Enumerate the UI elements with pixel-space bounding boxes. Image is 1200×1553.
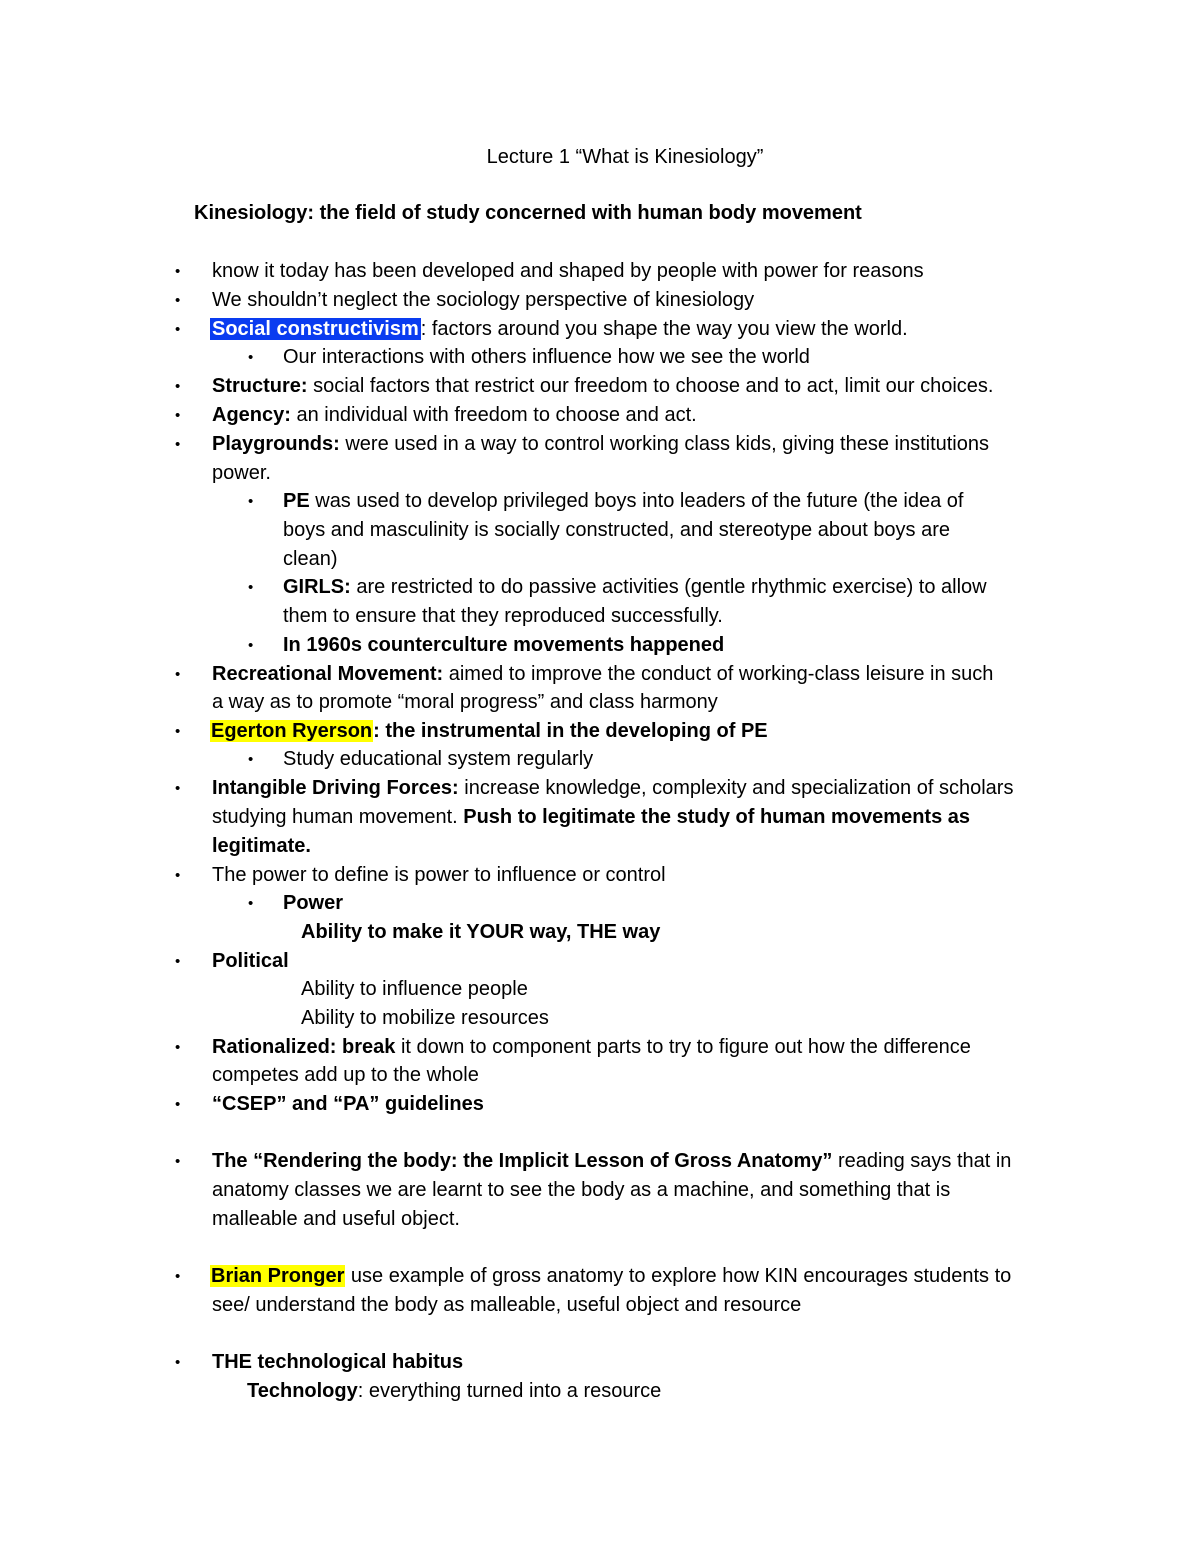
item-text: increase knowledge, complexity and specialization of scholars — [458, 777, 1014, 799]
emphasis-text: Push to legitimate the study of human movements as — [463, 806, 971, 828]
item-continuation: legitimate. — [212, 835, 311, 857]
list-item — [212, 430, 989, 459]
list-item — [212, 660, 993, 689]
item-continuation: boys and masculinity is socially constructed, and stereotype about boys are — [283, 519, 951, 541]
item-continuation: a way as to promote “moral progress” and class harmony — [212, 691, 718, 713]
term: Recreational Movement: — [212, 663, 444, 685]
list-item — [210, 315, 908, 344]
list-item — [212, 1147, 1011, 1176]
highlighted-term: Brian Pronger — [211, 1265, 345, 1287]
item-continuation: malleable and useful object. — [212, 1208, 460, 1230]
page-title: Lecture 1 “What is Kinesiology” — [486, 146, 764, 168]
item-continuation: clean) — [283, 548, 338, 570]
item-text: it down to component parts to try to figure out how the difference — [395, 1036, 971, 1058]
list-item: Study educational system regularly — [283, 748, 594, 770]
bullet-icon: • — [175, 292, 181, 309]
term: PE — [283, 490, 310, 512]
item-continuation — [212, 803, 970, 832]
highlighted-term: Social constructivism — [212, 318, 419, 340]
bullet-icon: • — [248, 895, 254, 912]
bullet-icon: • — [175, 666, 181, 683]
list-item — [212, 774, 1013, 803]
bullet-icon: • — [175, 1096, 181, 1113]
list-item — [212, 401, 697, 430]
bullet-icon: • — [175, 378, 181, 395]
sub-line: Ability to influence people — [301, 978, 528, 1000]
term: Agency: — [212, 404, 291, 426]
item-continuation: power. — [212, 462, 271, 484]
item-text: : factors around you shape the way you view the world. — [420, 318, 908, 340]
list-item: “CSEP” and “PA” guidelines — [212, 1093, 484, 1115]
bullet-icon: • — [175, 1039, 181, 1056]
item-continuation: see/ understand the body as malleable, useful object and resource — [212, 1294, 802, 1316]
term: Rationalized: break — [212, 1036, 396, 1058]
highlighted-term: Egerton Ryerson — [211, 720, 373, 742]
term: Structure: — [212, 375, 308, 397]
item-text: are restricted to do passive activities (gentle rhythmic exercise) to allow — [350, 576, 987, 598]
bullet-icon: • — [175, 723, 181, 740]
bullet-icon: • — [175, 407, 181, 424]
item-text: use example of gross anatomy to explore how KIN encourages students to — [345, 1265, 1012, 1287]
item-text: were used in a way to control working class kids, giving these institutions — [339, 433, 989, 455]
bullet-icon: • — [175, 436, 181, 453]
sub-line: Ability to make it YOUR way, THE way — [301, 921, 661, 943]
bullet-icon: • — [248, 493, 254, 510]
item-text: reading says that in — [832, 1150, 1012, 1172]
item-continuation: anatomy classes we are learnt to see the body as a machine, and something that is — [212, 1179, 951, 1201]
list-item — [283, 573, 987, 602]
item-text: aimed to improve the conduct of working-class leisure in such — [443, 663, 994, 685]
bullet-icon: • — [175, 780, 181, 797]
item-continuation: them to ensure that they reproduced successfully. — [283, 605, 723, 627]
bullet-icon: • — [175, 953, 181, 970]
list-item: In 1960s counterculture movements happened — [283, 634, 725, 656]
list-item — [210, 1262, 1011, 1291]
list-item: know it today has been developed and shaped by people with power for reasons — [212, 260, 924, 282]
list-item: Our interactions with others influence how we see the world — [283, 346, 810, 368]
bullet-icon: • — [175, 867, 181, 884]
item-text: studying human movement. — [212, 806, 464, 828]
list-item: Political — [212, 950, 289, 972]
item-text: : everything turned into a resource — [357, 1380, 662, 1402]
sub-line: Ability to mobilize resources — [301, 1007, 549, 1029]
sub-line — [247, 1377, 661, 1406]
item-continuation: competes add up to the whole — [212, 1064, 479, 1086]
list-item — [212, 372, 993, 401]
definition-heading: Kinesiology: the field of study concerned with human body movement — [194, 202, 862, 224]
term: GIRLS: — [283, 576, 351, 598]
list-item: Power — [283, 892, 344, 914]
bullet-icon: • — [175, 263, 181, 280]
bullet-icon: • — [175, 321, 181, 338]
item-text: an individual with freedom to choose and act. — [290, 404, 697, 426]
bullet-icon: • — [175, 1268, 181, 1285]
list-item — [212, 1033, 971, 1062]
list-item: The power to define is power to influence or control — [212, 864, 666, 886]
list-item — [283, 487, 963, 516]
list-item: We shouldn’t neglect the sociology perspective of kinesiology — [212, 289, 755, 311]
term: Playgrounds: — [212, 433, 340, 455]
term: The “Rendering the body: the Implicit Lesson of Gross Anatomy” — [212, 1150, 833, 1172]
term: Intangible Driving Forces: — [212, 777, 459, 799]
item-text: was used to develop privileged boys into leaders of the future (the idea of — [309, 490, 964, 512]
bullet-icon: • — [248, 637, 254, 654]
bullet-icon: • — [248, 579, 254, 596]
bullet-icon: • — [175, 1354, 181, 1371]
bullet-icon: • — [175, 1153, 181, 1170]
bullet-icon: • — [248, 751, 254, 768]
term: Technology — [247, 1380, 358, 1402]
item-text: social factors that restrict our freedom to choose and to act, limit our choices. — [307, 375, 994, 397]
list-item — [210, 717, 768, 746]
item-text: : the instrumental in the developing of PE — [373, 720, 768, 742]
bullet-icon: • — [248, 349, 254, 366]
list-item: THE technological habitus — [212, 1351, 464, 1373]
